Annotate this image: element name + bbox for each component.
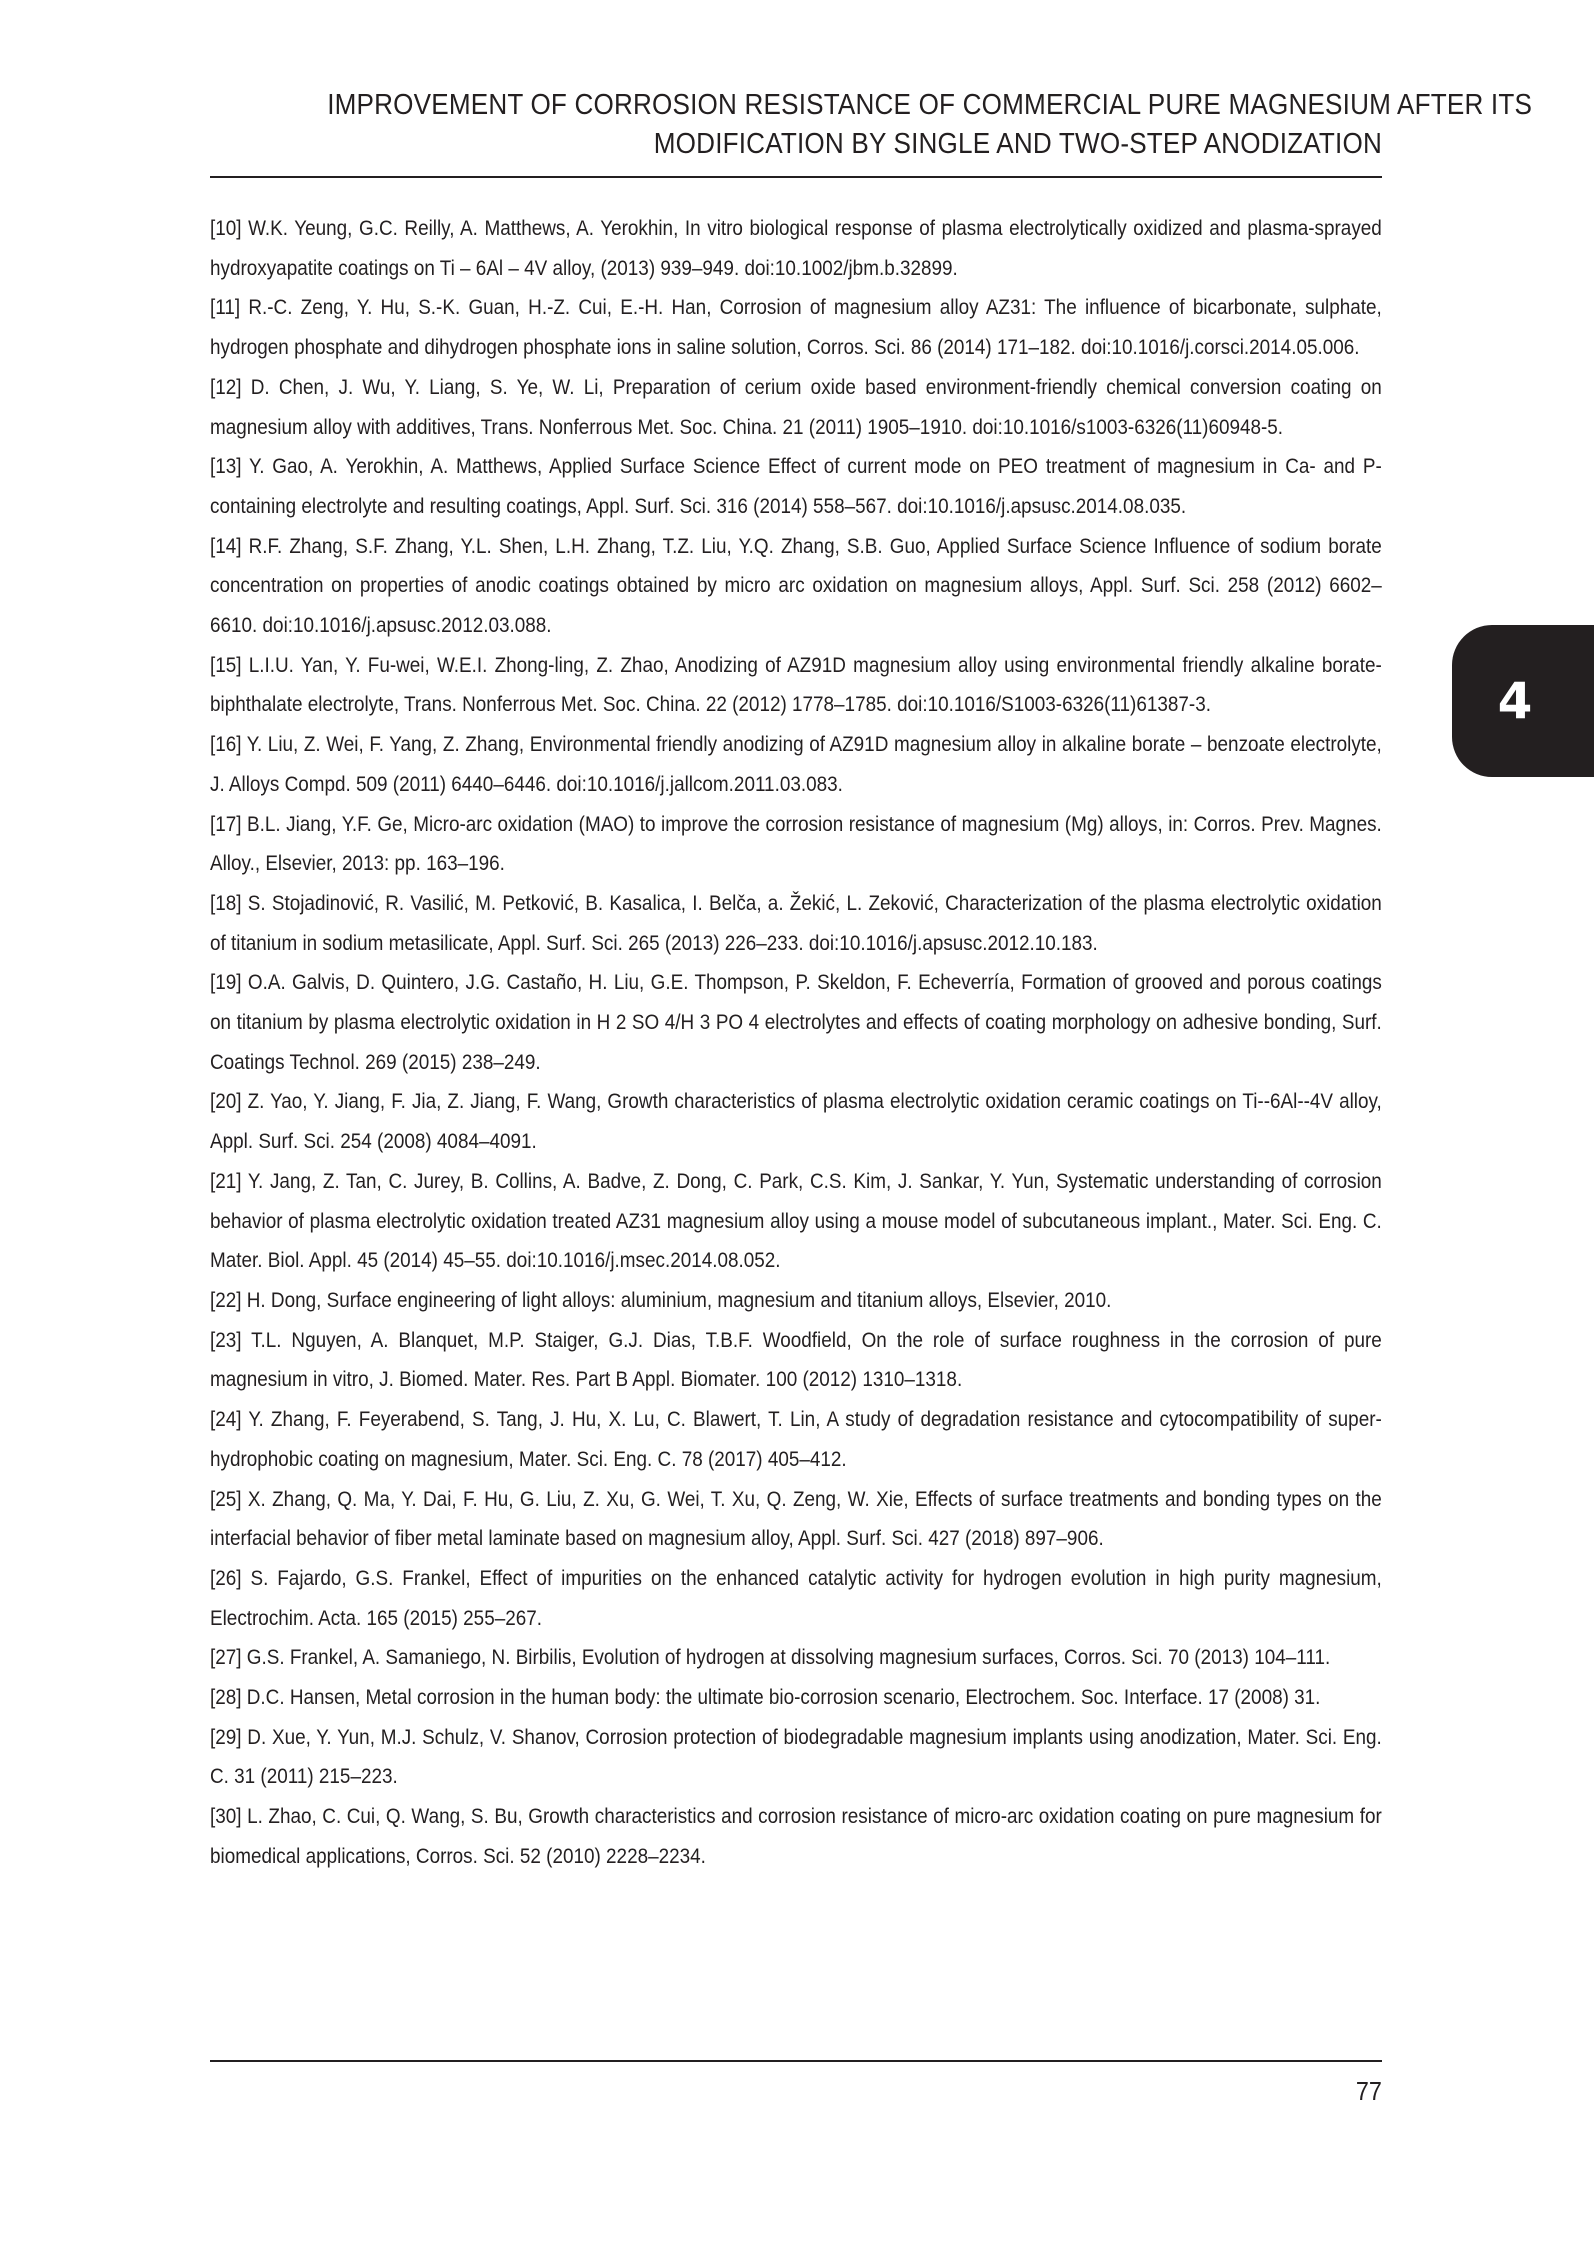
reference-item: [16] Y. Liu, Z. Wei, F. Yang, Z. Zhang, Environmental friendly anodizing of AZ91D magnesium alloy in alkaline borate – benzoate electrolyte, J. Alloys Compd. 509 (2011) 6440–6446. doi:10.1016/j.jallcom.2011.03.083.	[210, 733, 1382, 796]
reference-item: [14] R.F. Zhang, S.F. Zhang, Y.L. Shen, L.H. Zhang, T.Z. Liu, Y.Q. Zhang, S.B. Guo, Applied Surface Science Influence of sodium borate concentration on properties of anodic coatings obtained by micro arc oxidation on magnesium alloys, Appl. Surf. Sci. 258 (2012) 6602–6610. doi:10.1016/j.apsusc.2012.03.088.	[210, 534, 1382, 638]
chapter-tab: 4	[1452, 625, 1594, 777]
reference-item: [19] O.A. Galvis, D. Quintero, J.G. Castaño, H. Liu, G.E. Thompson, P. Skeldon, F. Echeverría, Formation of grooved and porous coatings on titanium by plasma electrolytic oxidation in H 2 SO 4/H 3 PO 4 electrolytes and effects of coating morphology on adhesive bonding, Surf. Coatings Technol. 269 (2015) 238–249.	[210, 971, 1382, 1074]
header-title-line-2: MODIFICATION BY SINGLE AND TWO-STEP ANODIZATION	[653, 128, 1382, 160]
reference-item: [28] D.C. Hansen, Metal corrosion in the human body: the ultimate bio-corrosion scenario, Electrochem. Soc. Interface. 17 (2008) 31.	[210, 1686, 1321, 1710]
reference-item: [15] L.I.U. Yan, Y. Fu-wei, W.E.I. Zhong-ling, Z. Zhao, Anodizing of AZ91D magnesium alloy using environmental friendly alkaline borate-biphthalate electrolyte, Trans. Nonferrous Met. Soc. China. 22 (2012) 1778–1785. doi:10.1016/S1003-6326(11)61387-3.	[210, 653, 1382, 717]
reference-item: [27] G.S. Frankel, A. Samaniego, N. Birbilis, Evolution of hydrogen at dissolving magnesium surfaces, Corros. Sci. 70 (2013) 104–111.	[210, 1646, 1331, 1670]
reference-item: [22] H. Dong, Surface engineering of light alloys: aluminium, magnesium and titanium alloys, Elsevier, 2010.	[210, 1288, 1112, 1312]
reference-item: [21] Y. Jang, Z. Tan, C. Jurey, B. Collins, A. Badve, Z. Dong, C. Park, C.S. Kim, J. Sankar, Y. Yun, Systematic understanding of corrosion behavior of plasma electrolytic oxidation treated AZ31 magnesium alloy using a mouse model of subcutaneous implant., Mater. Sci. Eng. C. Mater. Biol. Appl. 45 (2014) 45–55. doi:10.1016/j.msec.2014.08.052.	[210, 1169, 1382, 1273]
reference-list	[210, 209, 1382, 1877]
page-number: 77	[1355, 2076, 1382, 2106]
header-title-line-1: IMPROVEMENT OF CORROSION RESISTANCE OF COMMERCIAL PURE MAGNESIUM AFTER ITS	[327, 89, 1533, 121]
footer-divider	[210, 2060, 1382, 2062]
reference-item: [26] S. Fajardo, G.S. Frankel, Effect of impurities on the enhanced catalytic activity for hydrogen evolution in high purity magnesium, Electrochim. Acta. 165 (2015) 255–267.	[210, 1566, 1382, 1630]
reference-item: [20] Z. Yao, Y. Jiang, F. Jia, Z. Jiang, F. Wang, Growth characteristics of plasma electrolytic oxidation ceramic coatings on Ti--6Al--4V alloy, Appl. Surf. Sci. 254 (2008) 4084–4091.	[210, 1090, 1382, 1154]
reference-item: [10] W.K. Yeung, G.C. Reilly, A. Matthews, A. Yerokhin, In vitro biological response of plasma electrolytically oxidized and plasma-sprayed hydroxyapatite coatings on Ti – 6Al – 4V alloy, (2013) 939–949. doi:10.1002/jbm.b.32899.	[210, 217, 1382, 280]
reference-item: [29] D. Xue, Y. Yun, M.J. Schulz, V. Shanov, Corrosion protection of biodegradable magnesium implants using anodization, Mater. Sci. Eng. C. 31 (2011) 215–223.	[210, 1725, 1382, 1789]
running-header	[327, 86, 1533, 164]
reference-item: [11] R.-C. Zeng, Y. Hu, S.-K. Guan, H.-Z. Cui, E.-H. Han, Corrosion of magnesium alloy AZ31: The influence of bicarbonate, sulphate, hydrogen phosphate and dihydrogen phosphate ions in saline solution, Corros. Sci. 86 (2014) 171–182. doi:10.1016/j.corsci.2014.05.006.	[210, 296, 1382, 360]
reference-item: [24] Y. Zhang, F. Feyerabend, S. Tang, J. Hu, X. Lu, C. Blawert, T. Lin, A study of degradation resistance and cytocompatibility of super-hydrophobic coating on magnesium, Mater. Sci. Eng. C. 78 (2017) 405–412.	[210, 1408, 1382, 1471]
header-divider	[210, 176, 1382, 178]
reference-item: [25] X. Zhang, Q. Ma, Y. Dai, F. Hu, G. Liu, Z. Xu, G. Wei, T. Xu, Q. Zeng, W. Xie, Effects of surface treatments and bonding types on the interfacial behavior of fiber metal laminate based on magnesium alloy, Appl. Surf. Sci. 427 (2018) 897–906.	[210, 1487, 1382, 1551]
reference-item: [13] Y. Gao, A. Yerokhin, A. Matthews, Applied Surface Science Effect of current mode on PEO treatment of magnesium in Ca- and P-containing electrolyte and resulting coatings, Appl. Surf. Sci. 316 (2014) 558–567. doi:10.1016/j.apsusc.2014.08.035.	[210, 455, 1382, 518]
reference-item: [30] L. Zhao, C. Cui, Q. Wang, S. Bu, Growth characteristics and corrosion resistance of micro-arc oxidation coating on pure magnesium for biomedical applications, Corros. Sci. 52 (2010) 2228–2234.	[210, 1805, 1382, 1868]
reference-item: [12] D. Chen, J. Wu, Y. Liang, S. Ye, W. Li, Preparation of cerium oxide based environment-friendly chemical conversion coating on magnesium alloy with additives, Trans. Nonferrous Met. Soc. China. 21 (2011) 1905–1910. doi:10.1016/s1003-6326(11)60948-5.	[210, 375, 1382, 439]
reference-item: [17] B.L. Jiang, Y.F. Ge, Micro-arc oxidation (MAO) to improve the corrosion resistance of magnesium (Mg) alloys, in: Corros. Prev. Magnes. Alloy., Elsevier, 2013: pp. 163–196.	[210, 812, 1382, 876]
reference-item: [18] S. Stojadinović, R. Vasilić, M. Petković, B. Kasalica, I. Belča, a. Žekić, L. Zeković, Characterization of the plasma electrolytic oxidation of titanium in sodium metasilicate, Appl. Surf. Sci. 265 (2013) 226–233. doi:10.1016/j.apsusc.2012.10.183.	[210, 891, 1382, 955]
reference-item: [23] T.L. Nguyen, A. Blanquet, M.P. Staiger, G.J. Dias, T.B.F. Woodfield, On the role of surface roughness in the corrosion of pure magnesium in vitro, J. Biomed. Mater. Res. Part B Appl. Biomater. 100 (2012) 1310–1318.	[210, 1328, 1382, 1392]
